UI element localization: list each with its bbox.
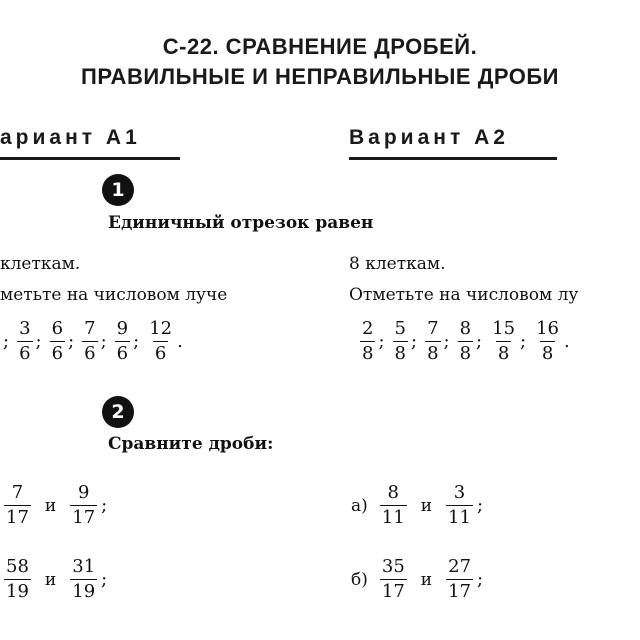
numerator: 9 xyxy=(77,482,90,503)
and-word: и xyxy=(420,495,433,516)
colon: : xyxy=(267,434,274,454)
numerator: 31 xyxy=(72,556,96,577)
fraction xyxy=(446,484,473,527)
page-title-line-1: С-22. СРАВНЕНИЕ ДРОБЕЙ. xyxy=(162,34,478,59)
denominator: 8 xyxy=(394,343,406,364)
semicolon: ; xyxy=(101,495,108,516)
numerator: 7 xyxy=(84,318,96,339)
a2-task-2-item-a xyxy=(351,484,483,527)
denominator: 17 xyxy=(448,581,472,602)
semicolon: ; xyxy=(443,331,450,352)
fraction xyxy=(534,320,561,363)
denominator: 8 xyxy=(497,343,510,364)
task-2-heading xyxy=(108,434,273,454)
fraction xyxy=(425,320,440,363)
fraction xyxy=(360,320,375,363)
fraction xyxy=(82,320,97,363)
item-label: б) xyxy=(351,569,368,590)
item-label: а) xyxy=(351,495,368,516)
semicolon: ; xyxy=(476,331,483,352)
denominator: 19 xyxy=(6,581,29,602)
numerator: 3 xyxy=(453,482,466,503)
semicolon: ; xyxy=(378,331,385,352)
variant-a1-underline xyxy=(0,157,180,160)
numerator: 16 xyxy=(536,318,560,339)
denominator: 6 xyxy=(116,343,129,364)
semicolon: ; xyxy=(477,569,484,590)
denominator: 17 xyxy=(381,581,405,602)
a1-task-1-fraction-list xyxy=(0,320,183,363)
fraction xyxy=(4,558,31,601)
fraction xyxy=(393,320,408,363)
a1-task-2-item-2 xyxy=(4,558,107,601)
fraction xyxy=(446,558,473,601)
numerator: 12 xyxy=(149,318,173,339)
denominator: 11 xyxy=(448,507,471,528)
variant-a2-underline xyxy=(349,157,557,160)
fraction xyxy=(4,484,31,527)
a1-task-2-item-1 xyxy=(4,484,107,527)
and-word: и xyxy=(44,569,57,590)
denominator: 8 xyxy=(362,343,374,364)
numerator: 15 xyxy=(492,318,516,339)
fraction xyxy=(147,320,174,363)
denominator: 6 xyxy=(154,343,167,364)
denominator: 6 xyxy=(84,343,96,364)
variant-a2-heading: Вариант А2 xyxy=(349,126,509,149)
period: . xyxy=(564,331,570,352)
fraction xyxy=(70,558,97,601)
numerator: 2 xyxy=(362,318,374,339)
fraction xyxy=(70,484,97,527)
semicolon: ; xyxy=(35,331,42,352)
denominator: 6 xyxy=(19,343,31,364)
a2-task-2-item-b xyxy=(351,558,483,601)
denominator: 11 xyxy=(381,507,405,528)
numerator: 27 xyxy=(448,556,472,577)
numerator: 3 xyxy=(19,318,31,339)
fraction xyxy=(50,320,65,363)
numerator: 6 xyxy=(51,318,64,339)
a1-task-1-text-line-2: метьте на числовом луче xyxy=(0,285,228,305)
a2-task-1-text-line-1: 8 клеткам. xyxy=(349,254,446,274)
and-word: и xyxy=(44,495,57,516)
page-title-line-2: ПРАВИЛЬНЫЕ И НЕПРАВИЛЬНЫЕ ДРОБИ xyxy=(81,64,559,89)
period: . xyxy=(177,331,183,352)
task-1-number-badge: 1 xyxy=(102,174,134,206)
fraction xyxy=(380,484,407,527)
numerator: 5 xyxy=(394,318,406,339)
a1-task-1-text-line-1: клеткам. xyxy=(0,254,81,274)
numerator: 8 xyxy=(459,318,472,339)
denominator: 17 xyxy=(72,507,96,528)
denominator: 17 xyxy=(6,507,29,528)
a2-task-1-text-line-2: Отметьте на числовом лу xyxy=(349,285,579,305)
denominator: 8 xyxy=(541,343,554,364)
numerator: 7 xyxy=(11,482,24,503)
and-word: и xyxy=(420,569,433,590)
semicolon: ; xyxy=(133,331,140,352)
semicolon: ; xyxy=(410,331,418,352)
fraction xyxy=(380,558,407,601)
numerator: 9 xyxy=(116,318,129,339)
a2-task-1-fraction-list xyxy=(360,320,570,363)
semicolon: ; xyxy=(520,331,527,352)
numerator: 8 xyxy=(387,482,399,503)
denominator: 8 xyxy=(459,343,472,364)
semicolon: ; xyxy=(100,331,107,352)
semicolon: ; xyxy=(101,569,108,590)
variant-a1-heading: ариант А1 xyxy=(0,126,141,149)
task-1-heading: Единичный отрезок равен xyxy=(108,213,374,233)
semicolon: ; xyxy=(68,331,75,352)
numerator: 7 xyxy=(427,318,439,339)
task-2-heading-text: Сравните дроби xyxy=(108,434,268,454)
fraction xyxy=(17,320,32,363)
denominator: 6 xyxy=(51,343,64,364)
semicolon: ; xyxy=(3,331,10,352)
numerator: 58 xyxy=(6,556,29,577)
task-2-number-badge: 2 xyxy=(102,396,134,428)
semicolon: ; xyxy=(476,495,484,516)
fraction xyxy=(458,320,473,363)
denominator: 8 xyxy=(427,343,439,364)
denominator: 19 xyxy=(72,581,96,602)
fraction xyxy=(490,320,517,363)
numerator: 35 xyxy=(381,556,405,577)
fraction xyxy=(115,320,130,363)
